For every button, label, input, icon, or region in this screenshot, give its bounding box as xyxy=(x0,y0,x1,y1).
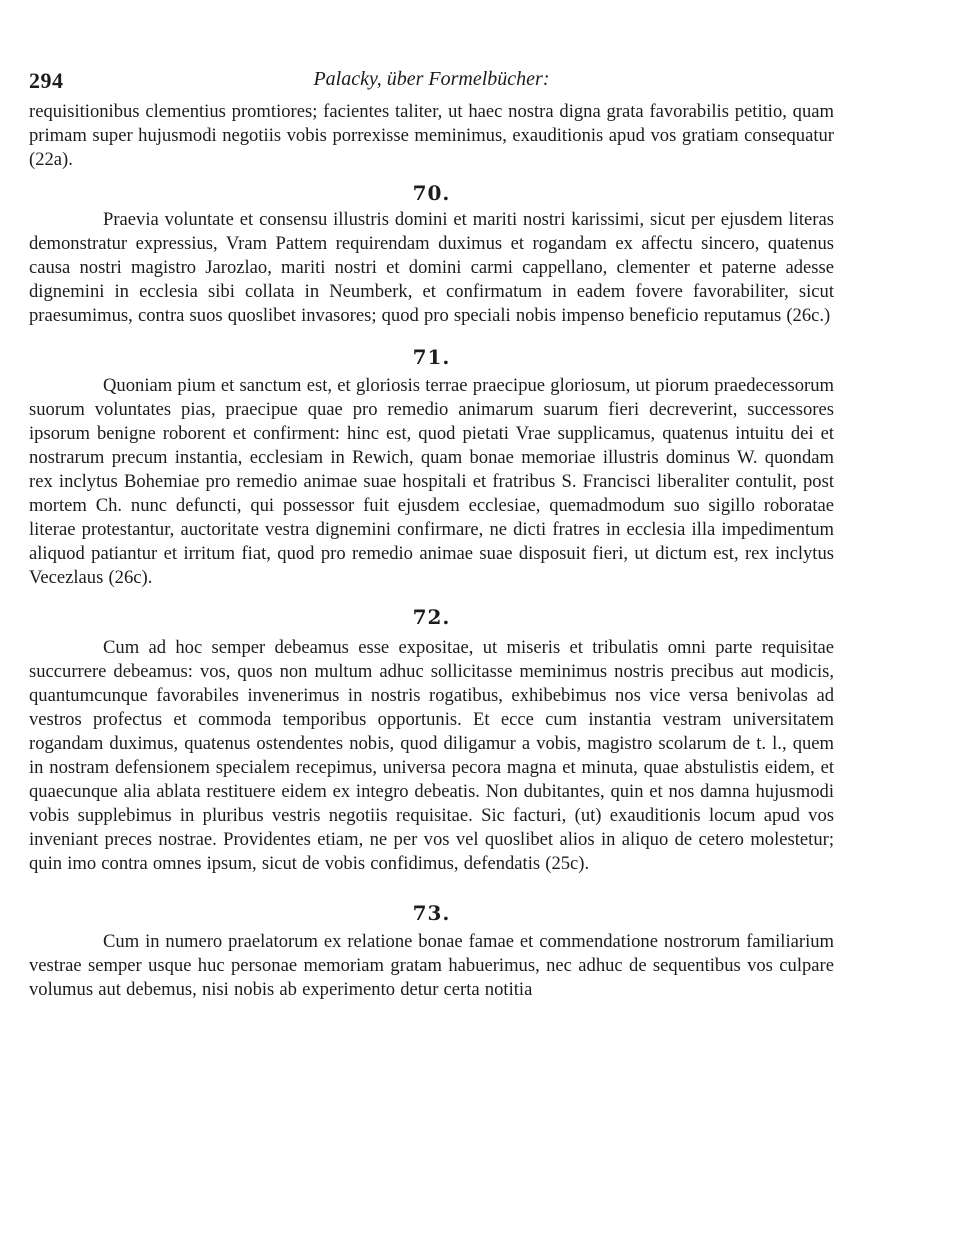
running-head xyxy=(29,64,834,98)
running-title: Palacky, über Formelbücher: xyxy=(313,68,550,90)
section-number-71: 71. xyxy=(412,345,451,369)
page-number: 294 xyxy=(29,68,64,93)
paragraph-71: Quoniam pium et sanctum est, et gloriosis terrae praecipue gloriosum, ut piorum praedecessorum suorum voluntates pias, praecipue quae pro remedio animarum suarum fieri decreverint, successores ipsorum benigne roborent et confirment: hinc est, quod pietati Vrae supplicamus, quatenus intuitu dei et nostrarum precum instantia, ecclesiam in Rewich, quam bonae memoriae illustris dominus W. quondam rex inclytus Bohemiae pro remedio animae suae hospitali et fratribus S. Francisci liberaliter contulit, post mortem Ch. nunc defuncti, qui possessor fuit ejusdem ecclesiae, quemadmodum suo sigillo roboratae literae protestantur, auctoritate vestra dignemini confirmare, ne dicti fratres in ecclesia illa impedimentum aliquod patiantur et irritum fiat, quod pro remedio animae suae disposuit fieri, ut dictum est, rex inclytus Vecezlaus (26c). xyxy=(29,375,834,588)
paragraph-70: Praevia voluntate et consensu illustris domini et mariti nostri karissimi, sicut per ejusdem literas demonstratur expressius, Vram Pattem requirendam duximus et rogandam ex affectu sincero, quatenus causa nostri magistro Jarozlao, mariti nostri et domini carmi cappellano, clementer et paterne adesse dignemini in ecclesia sibi collata in Neumberk, et confirmatum in eadem fovere favorabiliter, sicut praesumimus, contra suos quoslibet invasores; quod pro speciali nobis impenso beneficio reputamus (26c.) xyxy=(29,209,834,326)
paragraph-72: Cum ad hoc semper debeamus esse expositae, ut miseris et tribulatis omni parte requisitae succurrere debeamus: vos, quos non multum adhuc sollicitasse meminimus nostris precibus aut modicis, quantumcunque favorabiles invenerimus in nostris rogatibus, exhibebimus nos vice versa benivolas ad vestros profectus et commoda temporibus opportunis. Et ecce cum instantia vestram universitatem rogandam duximus, quatenus ostendentes nobis, quod diligamur a vobis, magistro scolarum de t. l., quem in nostram defensionem specialem recepimus, universa pecora magna et minuta, quae abstulistis eidem, et quaecunque alia ablata restituere eidem ex integro debeatis. Non dubitantes, quin et nos damna hujusmodi vobis supplebimus in pluribus vestris negotiis requisitae. Sic facturi, (ut) exauditionis locum apud vos inveniant preces nostrae. Providentes etiam, ne per vos vel quoslibet alios in aliquo de cetero molestetur; quin imo contra omnes ipsum, sicut de vobis confidimus, defendatis (25c). xyxy=(29,637,834,874)
section-number-73: 73. xyxy=(412,901,451,925)
section-number-70: 70. xyxy=(412,181,451,205)
paragraph-opening: requisitionibus clementius promtiores; facientes taliter, ut haec nostra digna grata favorabilis petitio, quam primam super hujusmodi negotiis vobis porrexisse meminimus, exauditionis apud vos gratiam consequatur (22a). xyxy=(29,101,834,170)
book-page xyxy=(29,64,834,1002)
paragraph-73: Cum in numero praelatorum ex relatione bonae famae et commendatione nostrorum familiarium vestrae semper usque huc personae memoriam gratam habuerimus, nec adhuc de sequentibus vos culpare volumus aut debemus, nisi nobis ab experimento detur certa notitia xyxy=(29,931,834,1000)
section-number-72: 72. xyxy=(412,605,451,629)
